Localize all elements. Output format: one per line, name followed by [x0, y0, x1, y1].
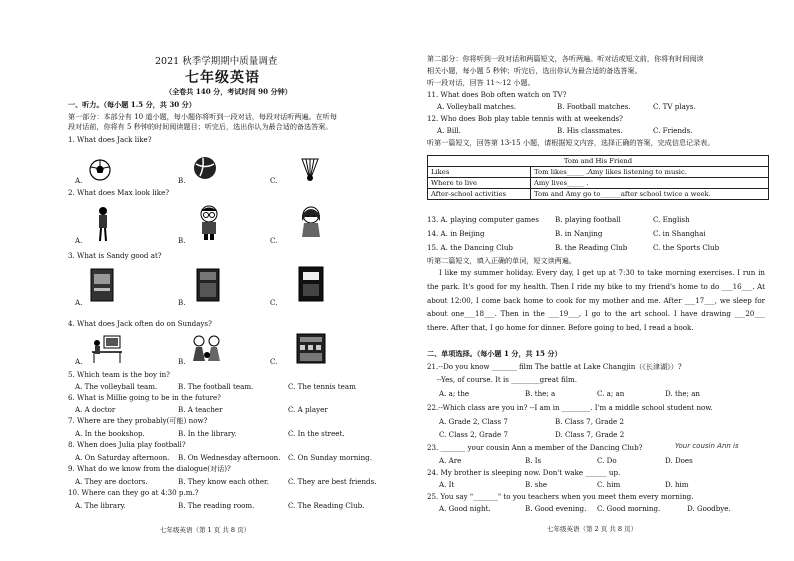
- dialogue-note: 听一段对话，回答 11～12 小题。: [427, 78, 535, 87]
- q5-option-c: C. The tennis team: [288, 382, 356, 391]
- q11-option-c: C. TV plays.: [653, 102, 696, 111]
- q8-option-a: A. On Saturday afternoon.: [75, 453, 170, 462]
- q13-option-b: B. playing football: [555, 215, 621, 224]
- score-note: （全卷共 140 分，考试时间 90 分钟）: [165, 87, 292, 96]
- exam-title: 2021 秋季学期期中质量调查: [155, 56, 278, 67]
- q15-option-c: C. the Sports Club: [653, 243, 720, 252]
- q21-option-d: D. the; an: [665, 389, 701, 398]
- q11-option-a: A. Volleyball matches.: [437, 102, 517, 111]
- q10-option-b: B. The reading room.: [178, 501, 255, 510]
- table-title: Tom and His Friend: [428, 156, 769, 167]
- q24-option-c: C. him: [597, 480, 621, 489]
- q6-option-c: C. A player: [288, 405, 328, 414]
- q7-option-a: A. In the bookshop.: [75, 429, 145, 438]
- question-2: 2. What does Max look like?: [68, 188, 170, 197]
- english-book-icon: [298, 266, 324, 302]
- q21-option-c: C. a; an: [597, 389, 625, 398]
- q15-option-a: 15. A. the Dancing Club: [427, 243, 513, 252]
- table-row: [428, 189, 769, 200]
- question-4: 4. What does Jack often do on Sundays?: [68, 319, 212, 328]
- q7-option-b: B. In the library.: [178, 429, 237, 438]
- question-3: 3. What is Sandy good at?: [68, 251, 162, 260]
- q11-option-b: B. Football matches.: [557, 102, 631, 111]
- q4-label-b: B.: [178, 357, 186, 366]
- q21-option-a: A. a; the: [439, 389, 470, 398]
- question-23: 23. _______ your cousin Ann a member of the Dancing Club?: [427, 443, 643, 452]
- q6-option-b: B. A teacher: [178, 405, 223, 414]
- table-cell: Tom likes_____ .Amy likes listening to music.: [531, 167, 769, 178]
- table-cell: Where to live: [428, 178, 531, 189]
- exam-subject: 七年级英语: [185, 70, 260, 86]
- question-25: 25. You say "_______" to you teachers when you meet them every morning.: [427, 492, 694, 501]
- q22-option-d: D. Class 7, Grade 2: [555, 430, 625, 439]
- q24-option-b: B. she: [525, 480, 548, 489]
- q24-option-a: A. It: [439, 480, 455, 489]
- question-12: 12. Who does Bob play table tennis with at weekends?: [427, 114, 623, 123]
- info-table: [427, 155, 769, 200]
- question-1: 1. What does Jack like?: [68, 135, 152, 144]
- question-6: 6. What is Millie going to be in the future?: [68, 393, 221, 402]
- question-21-reply: --Yes, of course. It is ________great film.: [437, 375, 578, 384]
- badminton-shuttle-icon: [296, 155, 324, 183]
- q10-option-c: C. The Reading Club.: [288, 501, 365, 510]
- question-9: 9. What do we know from the dialogue(对话)?: [68, 464, 231, 473]
- q8-option-c: C. On Sunday morning.: [288, 453, 372, 462]
- q12-option-b: B. His classmates.: [557, 126, 623, 135]
- q1-label-c: C.: [270, 176, 278, 185]
- question-11: 11. What does Bob often watch on TV?: [427, 90, 567, 99]
- passage2-note: 听第二篇短文，填入正确的单词，短文读两遍。: [427, 256, 576, 265]
- q9-option-b: B. They know each other.: [178, 477, 269, 486]
- q12-option-a: A. Bill.: [437, 126, 461, 135]
- question-8: 8. When does Julia play football?: [68, 440, 186, 449]
- q23-option-b: B. Is: [525, 456, 542, 465]
- question-24: 24. My brother is sleeping now. Don't wake ______ up.: [427, 468, 621, 477]
- question-21: 21.--Do you know _______ film The battle at Lake Changjin（《长津湖》）?: [427, 362, 682, 371]
- q22-option-a: A. Grade 2, Class 7: [439, 417, 508, 426]
- q3-label-a: A.: [75, 298, 83, 307]
- q25-option-b: B. Good evening.: [525, 504, 587, 513]
- kids-playing-icon: [190, 333, 224, 363]
- q23-option-a: A. Are: [439, 456, 462, 465]
- shop-building-icon: [296, 332, 326, 364]
- table-cell: Amy lives_____ .: [531, 178, 769, 189]
- q12-option-c: C. Friends.: [653, 126, 693, 135]
- footer-page-2: 七年级英语（第 2 页 共 8 页）: [547, 525, 638, 533]
- computer-desk-icon: [90, 334, 124, 364]
- q4-label-c: C.: [270, 357, 278, 366]
- girl-icon: [298, 205, 324, 241]
- passage2-text: I like my summer holiday. Every day, I get up at 7:30 to take morning exercises. I run in the park. It's good for my health. Then I ride my bike to my friend's home to do ___16___. At about 12:00, I come back home to cook for my mother and me. After ___17___, we sleep for about one___18___. Then in the ___19___, I go to the art school. I have drawing ___20___ there. After that, I go home for dinner. Before going to bed, I read a book.: [427, 268, 765, 333]
- q9-option-c: C. They are best friends.: [288, 477, 377, 486]
- table-cell: Likes: [428, 167, 531, 178]
- q23-option-c: C. Do: [597, 456, 617, 465]
- q14-option-a: 14. A. in Beijing: [427, 229, 485, 238]
- table-row: [428, 178, 769, 189]
- part2-intro-line2: 相关小题，每小题 5 秒钟；听完后，选出你认为最合适的备选答案。: [427, 66, 642, 75]
- section2-title: 二、单项选择。（每小题 1 分，共 15 分）: [427, 349, 562, 358]
- table-cell: Tom and Amy go to______after school twice a week.: [531, 189, 769, 200]
- part1-intro-line1: 第一部分：本部分有 10 道小题，每小题你将听到一段对话，每段对话听两遍。在听每: [68, 112, 337, 121]
- q3-label-b: B.: [178, 298, 186, 307]
- q23-option-d: D. Does: [665, 456, 693, 465]
- textbook-icon: [196, 268, 220, 302]
- tall-man-icon: [92, 206, 114, 242]
- part1-intro-line2: 段对话前，你将有 5 秒钟的时间阅读题目；听完后，选出你认为最合适的备选答案。: [68, 122, 333, 131]
- q4-label-a: A.: [75, 357, 83, 366]
- q13-option-a: 13. A. playing computer games: [427, 215, 539, 224]
- q8-option-b: B. On Wednesday afternoon.: [178, 453, 281, 462]
- q25-option-c: C. Good morning.: [597, 504, 661, 513]
- q9-option-a: A. They are doctors.: [75, 477, 148, 486]
- q2-label-a: A.: [75, 236, 83, 245]
- table-cell: After-school activities: [428, 189, 531, 200]
- listening-title: 一、听力。（每小题 1.5 分，共 30 分）: [68, 100, 196, 109]
- handwritten-note: Your cousin Ann is: [675, 442, 739, 450]
- q7-option-c: C. In the street.: [288, 429, 345, 438]
- q10-option-a: A. The library.: [75, 501, 126, 510]
- question-22: 22.--Which class are you in? --I am in ________. I'm a middle school student now.: [427, 403, 713, 412]
- q14-option-c: C. in Shanghai: [653, 229, 706, 238]
- q14-option-b: B. in Nanjing: [555, 229, 603, 238]
- part2-intro-line1: 第二部分：你将听到一段对话和两篇短文，各听两遍。听对话或短文前，你将有时间阅读: [427, 54, 704, 63]
- q3-label-c: C.: [270, 298, 278, 307]
- q25-option-a: A. Good night.: [439, 504, 491, 513]
- boy-with-glasses-icon: [196, 205, 222, 241]
- passage1-note: 听第一篇短文，回答第 13-15 小题，请根据短文内容，选择正确的答案，完成信息记录表。: [427, 138, 715, 147]
- q21-option-b: B. the; a: [525, 389, 556, 398]
- q2-label-c: C.: [270, 236, 278, 245]
- q2-label-b: B.: [178, 236, 186, 245]
- q1-label-a: A.: [75, 176, 83, 185]
- q15-option-b: B. the Reading Club: [555, 243, 628, 252]
- table-row: [428, 167, 769, 178]
- q5-option-b: B. The football team.: [178, 382, 254, 391]
- q25-option-d: D. Goodbye.: [687, 504, 731, 513]
- question-7: 7. Where are they probably(可能) now?: [68, 416, 208, 425]
- q22-option-b: B. Class 7, Grade 2: [555, 417, 625, 426]
- q22-option-c: C. Class 2, Grade 7: [439, 430, 508, 439]
- right-page: [397, 0, 794, 561]
- question-5: 5. Which team is the boy in?: [68, 370, 170, 379]
- soccer-ball-icon: [88, 158, 112, 182]
- volleyball-icon: [192, 155, 218, 181]
- question-10: 10. Where can they go at 4:30 p.m.?: [68, 488, 199, 497]
- q5-option-a: A. The volleyball team.: [75, 382, 158, 391]
- q1-label-b: B.: [178, 176, 186, 185]
- q13-option-c: C. English: [653, 215, 690, 224]
- footer-page-1: 七年级英语（第 1 页 共 8 页）: [160, 526, 251, 534]
- book-cover-icon: [90, 268, 114, 302]
- q6-option-a: A. A doctor: [75, 405, 116, 414]
- q24-option-d: D. him: [665, 480, 689, 489]
